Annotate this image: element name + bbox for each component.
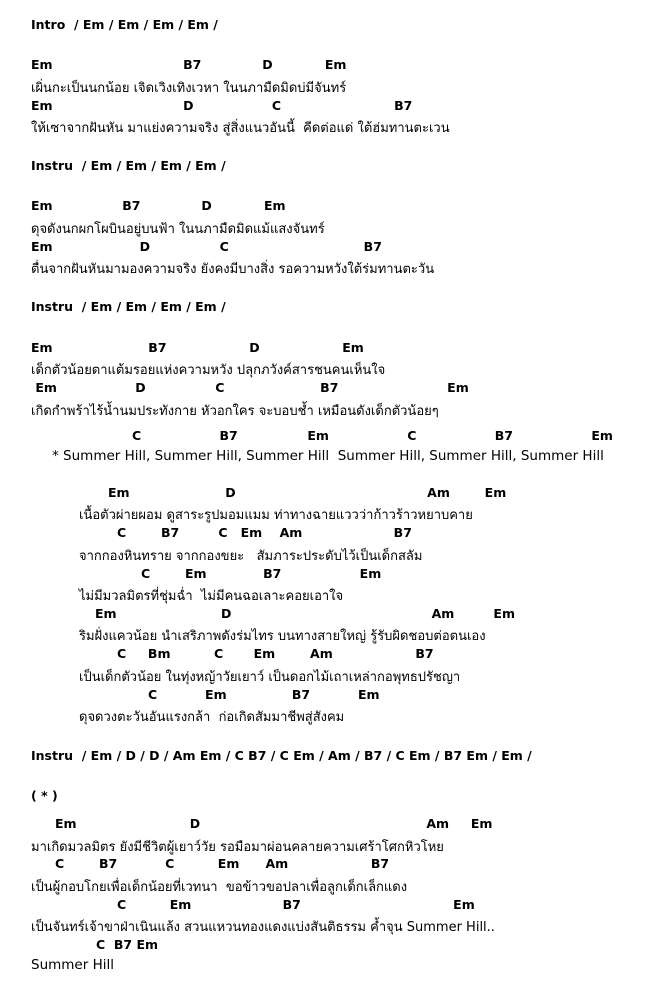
chord-line: Em D Am Em [108, 485, 507, 500]
lyric-line: ดุจดังนกผกโผบินอยู่บนฟ้า ในนภามืดมิดแม้แสงจันทร์ [31, 222, 325, 237]
instru-line: Instru / Em / Em / Em / Em / [31, 158, 226, 173]
chord-line: Em D C B7 [31, 239, 382, 254]
repeat-mark: ( * ) [31, 788, 58, 803]
lyric-line: เนื้อตัวผ่ายผอม ดูสาระรูปมอมแมม ท่าทางฉายแววว่าก้าวร้าวหยาบคาย [79, 508, 473, 523]
lyric-line: เป็นเด็กตัวน้อย ในทุ่งหญ้าวัยเยาว์ เป็นดอกไม้เถาเหล่ากอพุทธปรัชญา [79, 670, 461, 685]
chorus-lyric-line: * Summer Hill, Summer Hill, Summer Hill Summer Hill, Summer Hill, Summer Hill [52, 448, 604, 464]
chord-line: C Bm C Em Am B7 [117, 646, 434, 661]
chord-line: C B7 Em [96, 937, 159, 952]
lyric-line: มาเกิดมวลมิตร ยังมีชีวิตผู้เยาว์วัย รอมือมาผ่อนคลายความเศร้าโศกหิวโหย [31, 840, 444, 855]
chorus-chord-line: C B7 Em C B7 Em [132, 428, 613, 443]
chord-line: Em D Am Em [95, 606, 515, 621]
lyric-line: ดุจดวงตะวันอันแรงกล้า ก่อเกิดสัมมาชีพสู่สังคม [79, 710, 345, 725]
chord-line: Em D Am Em [55, 816, 493, 831]
lyric-line: จากกองหินทราย จากกองขยะ สัมภาระประดับไว้เป็นเด็กสลัม [79, 549, 423, 564]
lyric-line: เด็กตัวน้อยตาแต้มรอยแห่งความหวัง ปลุกภวังค์สารชนคนเห็นใจ [31, 363, 386, 378]
lyric-line: ให้เซาจากฝันหัน มาแย่งความจริง สู่สิ่งแนวอันนี้ คีดต่อแด่ ใต้ฮ่มทานตะเวน [31, 121, 450, 136]
intro-line: Intro / Em / Em / Em / Em / [31, 17, 218, 32]
lyric-line: Summer Hill [31, 957, 114, 973]
chord-line: Em B7 D Em [31, 340, 364, 355]
lyric-line: เป็นผู้กอบโกยเพื่อเด็กน้อยที่เวทนา ขอข้าวขอปลาเพื่อลูกเด็กเล็กแดง [31, 880, 408, 895]
chord-line: Em B7 D Em [31, 57, 347, 72]
lyric-line: ตื่นจากฝันหันมามองความจริง ยังคงมีบางสิ่ง รอความหวังใต้ร่มทานตะวัน [31, 262, 435, 277]
lyric-line: เกิดกำพร้าไร้น้ำนมประทังกาย หัวอกใคร จะบอบช้ำ เหมือนดังเด็กตัวน้อยๆ [31, 404, 439, 419]
chord-line: C B7 C Em Am B7 [55, 856, 390, 871]
chord-line: Em D C B7 [31, 98, 413, 113]
chord-line: C Em B7 Em [117, 897, 475, 912]
chord-line: Em D C B7 Em [31, 380, 469, 395]
chord-line: Em B7 D Em [31, 198, 286, 213]
chord-line: C Em B7 Em [148, 687, 380, 702]
lyric-line: ริมฝั่งแควน้อย นำเสริภาพดังร่มไทร บนทางสายใหญ่ รู้รับผิดชอบต่อตนเอง [79, 629, 486, 644]
chord-line: C B7 C Em Am B7 [117, 525, 412, 540]
instru-line: Instru / Em / Em / Em / Em / [31, 299, 226, 314]
lyric-line: เผิ่นกะเป็นนกน้อย เจิดเวิงเทิงเวหา ในนภามืดมิดบ่มีจันทร์ [31, 81, 347, 96]
lyric-line: เป็นจันทร์เจ้าขาฝ่าเนินแล้ง สวนแหวนทองแดงแบ่งสันติธรรม ค้ำจุน Summer Hill.. [31, 920, 495, 935]
lyric-line: ไม่มีมวลมิตรที่ชุ่มฉ่ำ ไม่มีคนฉอเลาะคอยเอาใจ [79, 589, 344, 604]
chord-line: C Em B7 Em [141, 566, 382, 581]
instru-line: Instru / Em / D / D / Am Em / C B7 / C Em / Am / B7 / C Em / B7 Em / Em / [31, 748, 532, 763]
